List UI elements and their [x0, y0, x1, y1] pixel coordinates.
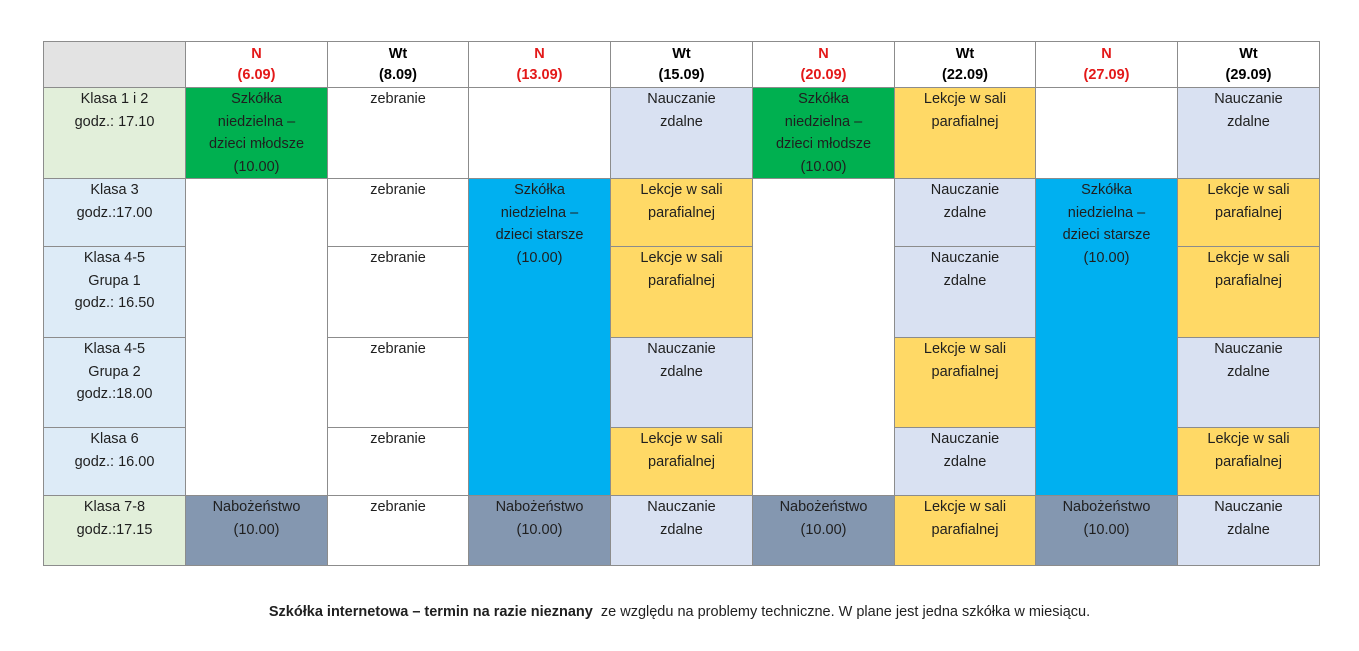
header-tue-0809: Wt (8.09) [328, 42, 469, 88]
header-tue-2909: Wt (29.09) [1178, 42, 1320, 88]
cell-lekcje: Lekcje w sali parafialnej [611, 179, 753, 247]
cell-nabozenstwo: Nabożeństwo (10.00) [753, 496, 895, 566]
cell-zebranie: zebranie [328, 247, 469, 338]
cell-zdalne: Nauczanie zdalne [611, 496, 753, 566]
header-sun-0609: N (6.09) [186, 42, 328, 88]
cell-szkolka-starsze: Szkółka niedzielna – dzieci starsze (10.00) [1036, 179, 1178, 496]
row-label: Klasa 6 godz.: 16.00 [44, 428, 186, 496]
cell-empty-merged [753, 179, 895, 496]
cell-zebranie: zebranie [328, 496, 469, 566]
cell-lekcje: Lekcje w sali parafialnej [895, 88, 1036, 179]
cell-zebranie: zebranie [328, 179, 469, 247]
cell-empty [1036, 88, 1178, 179]
cell-szkolka-mlodsze: Szkółka niedzielna – dzieci młodsze (10.00) [186, 88, 328, 179]
row-label: Klasa 1 i 2 godz.: 17.10 [44, 88, 186, 179]
cell-zebranie: zebranie [328, 338, 469, 428]
cell-lekcje: Lekcje w sali parafialnej [1178, 428, 1320, 496]
footnote-bold: Szkółka internetowa – termin na razie nieznany [268, 604, 593, 620]
cell-lekcje: Lekcje w sali parafialnej [1178, 247, 1320, 338]
cell-lekcje: Lekcje w sali parafialnej [611, 428, 753, 496]
cell-zdalne: Nauczanie zdalne [895, 179, 1036, 247]
cell-zebranie: zebranie [328, 428, 469, 496]
cell-zdalne: Nauczanie zdalne [895, 247, 1036, 338]
cell-lekcje: Lekcje w sali parafialnej [1178, 179, 1320, 247]
cell-zdalne: Nauczanie zdalne [1178, 88, 1320, 179]
header-sun-2709: N (27.09) [1036, 42, 1178, 88]
schedule-table [43, 41, 1320, 566]
cell-lekcje: Lekcje w sali parafialnej [611, 247, 753, 338]
cell-zdalne: Nauczanie zdalne [611, 88, 753, 179]
cell-nabozenstwo: Nabożeństwo (10.00) [186, 496, 328, 566]
row-klasa-1-2 [44, 88, 1320, 179]
cell-zdalne: Nauczanie zdalne [1178, 338, 1320, 428]
cell-szkolka-starsze: Szkółka niedzielna – dzieci starsze (10.00) [469, 179, 611, 496]
corner-cell [44, 42, 186, 88]
row-klasa-7-8 [44, 496, 1320, 566]
row-klasa-3 [44, 179, 1320, 247]
cell-nabozenstwo: Nabożeństwo (10.00) [469, 496, 611, 566]
cell-empty [469, 88, 611, 179]
header-tue-2209: Wt (22.09) [895, 42, 1036, 88]
cell-empty-merged [186, 179, 328, 496]
footnote-rest: ze względu na problemy techniczne. W plane jest jedna szkółka w miesiącu. [592, 604, 1091, 620]
row-label: Klasa 4-5 Grupa 1 godz.: 16.50 [44, 247, 186, 338]
cell-lekcje: Lekcje w sali parafialnej [895, 496, 1036, 566]
header-tue-1509: Wt (15.09) [611, 42, 753, 88]
footnote [0, 604, 1359, 620]
cell-nabozenstwo: Nabożeństwo (10.00) [1036, 496, 1178, 566]
cell-zdalne: Nauczanie zdalne [1178, 496, 1320, 566]
row-label: Klasa 7-8 godz.:17.15 [44, 496, 186, 566]
cell-lekcje: Lekcje w sali parafialnej [895, 338, 1036, 428]
cell-zdalne: Nauczanie zdalne [611, 338, 753, 428]
header-row [44, 42, 1320, 88]
row-label: Klasa 4-5 Grupa 2 godz.:18.00 [44, 338, 186, 428]
cell-szkolka-mlodsze: Szkółka niedzielna – dzieci młodsze (10.00) [753, 88, 895, 179]
cell-zebranie: zebranie [328, 88, 469, 179]
cell-zdalne: Nauczanie zdalne [895, 428, 1036, 496]
header-sun-1309: N (13.09) [469, 42, 611, 88]
row-label: Klasa 3 godz.:17.00 [44, 179, 186, 247]
header-sun-2009: N (20.09) [753, 42, 895, 88]
